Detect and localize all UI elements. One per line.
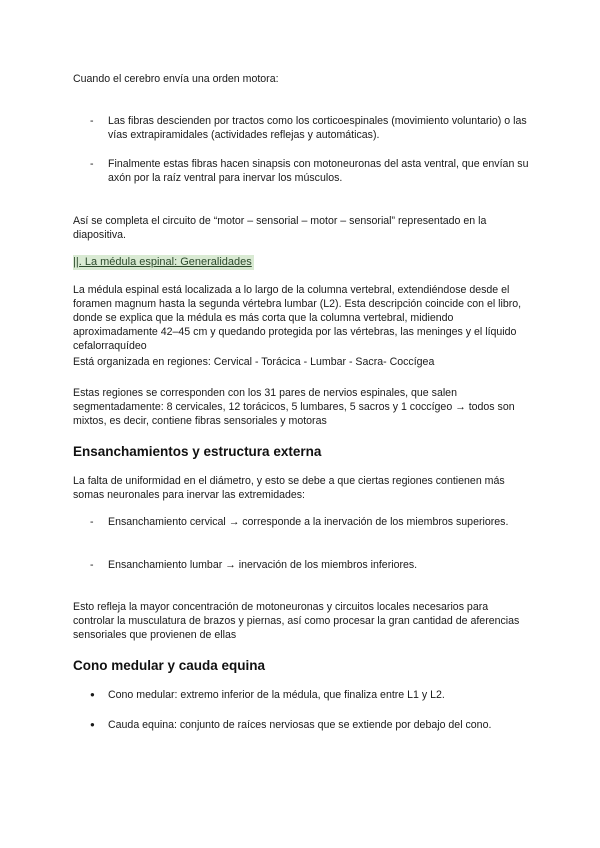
dash-marker: - xyxy=(90,158,94,170)
cono-heading: Cono medular y cauda equina xyxy=(73,658,266,673)
dash-marker: - xyxy=(90,559,94,571)
bullet-marker: ● xyxy=(90,720,95,729)
list-item-text: Finalmente estas fibras hacen sinapsis con motoneuronas del asta ventral, que envían su axón por la raíz ventral para inervar los músculos. xyxy=(108,158,529,184)
ensanch-intro: La falta de uniformidad en el diámetro, y esto se debe a que ciertas regiones contienen más somas neuronales para inervar las extremidades: xyxy=(73,475,505,501)
list-item-text: Ensanchamiento cervical → corresponde a la inervación de los miembros superiores. xyxy=(108,516,509,528)
section-heading: ||. La médula espinal: Generalidades xyxy=(73,256,252,268)
list-item xyxy=(90,157,530,185)
list-item xyxy=(90,688,530,702)
circuit-text: Así se completa el circuito de “motor – sensorial – motor – sensorial” representado en la diapositiva. xyxy=(73,215,487,241)
list-item-text: Cauda equina: conjunto de raíces nerviosas que se extiende por debajo del cono. xyxy=(108,719,492,731)
list-item xyxy=(90,515,530,529)
list-item-text: Las fibras descienden por tractos como los corticoespinales (movimiento voluntario) o las vías extrapiramidales (actividades reflejas y automáticas). xyxy=(108,115,527,141)
regions-text: Está organizada en regiones: Cervical - Torácica - Lumbar - Sacra- Coccígea xyxy=(73,356,435,368)
list-item-text: Cono medular: extremo inferior de la médula, que finaliza entre L1 y L2. xyxy=(108,689,445,701)
dash-marker: - xyxy=(90,115,94,127)
nerves-paragraph: Estas regiones se corresponden con los 31 pares de nervios espinales, que salen segmentadamente: 8 cervicales, 12 torácicos, 5 lumbares, 5 sacros y 1 coccígeo → todos son mixtos, es decir, contiene fibras sensoriales y motoras xyxy=(73,387,515,427)
list-item xyxy=(90,558,530,572)
bullet-marker: ● xyxy=(90,690,95,699)
ensanchamientos-heading: Ensanchamientos y estructura externa xyxy=(73,444,322,459)
list-item xyxy=(90,718,530,732)
list-item-text: Ensanchamiento lumbar → inervación de los miembros inferiores. xyxy=(108,559,418,571)
dash-marker: - xyxy=(90,516,94,528)
intro-text: Cuando el cerebro envía una orden motora: xyxy=(73,73,279,85)
spinal-cord-paragraph: La médula espinal está localizada a lo largo de la columna vertebral, extendiéndose desde el foramen magnum hasta la segunda vértebra lumbar (L2). Esta descripción coincide con el libro, donde se explica que la médula es más corta que la columna vertebral, midiendo aproximadamente 42–45 cm y quedando protegida por las vértebras, las meninges y el líquido cefalorraquídeo xyxy=(73,284,522,352)
ensanch-outro: Esto refleja la mayor concentración de motoneuronas y circuitos locales necesarios para controlar la musculatura de brazos y piernas, así como procesar la gran cantidad de aferencias sensoriales que provienen de ellas xyxy=(73,601,520,641)
list-item xyxy=(90,114,530,142)
